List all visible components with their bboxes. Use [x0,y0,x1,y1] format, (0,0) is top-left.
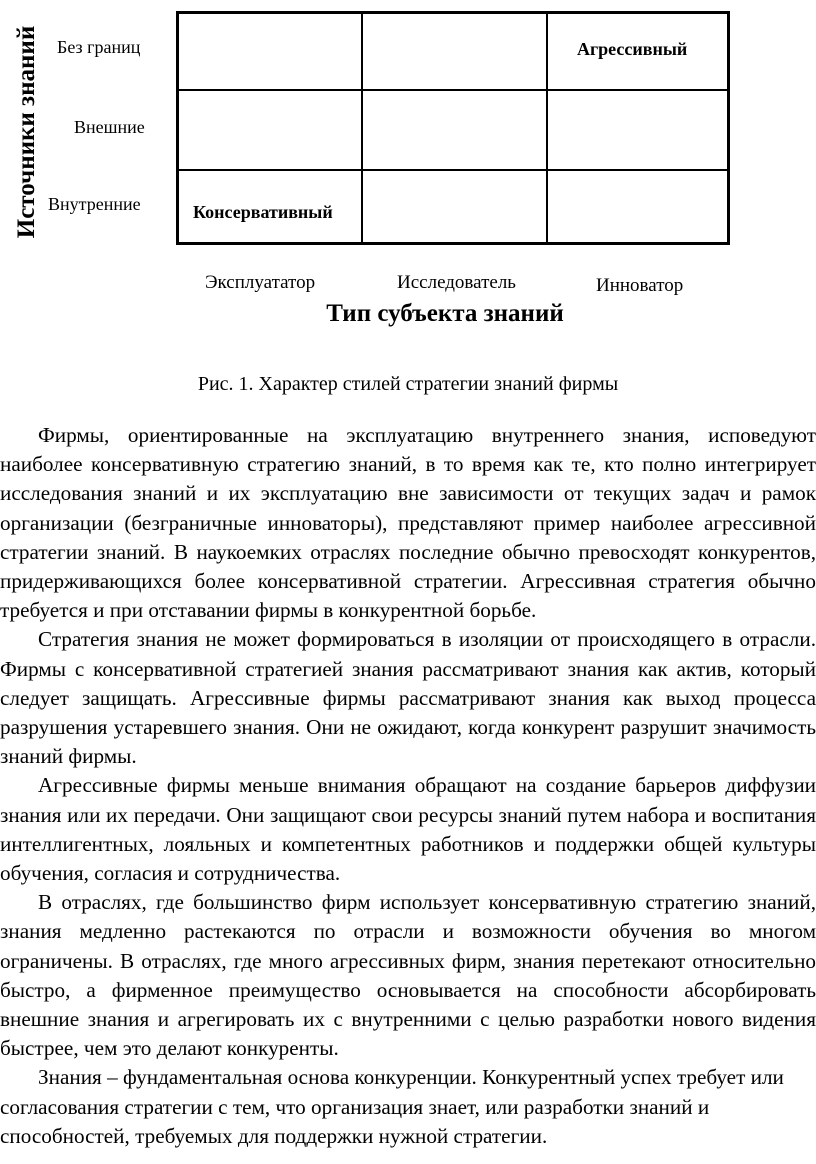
paragraph: Фирмы, ориентированные на эксплуатацию внутреннего знания, исповедуют наиболее консервативную стратегию знаний, в то время как те, кто полно интегрирует исследования знаний и их эксплуатацию вне зависимости от текущих задач и рамок организации (безграничные инноваторы), представляют пример наиболее агрессивной стратегии знаний. В наукоемких отраслях последние обычно превосходят конкурентов, придерживающихся более консервативной стратегии. Агрессивная стратегия обычно требуется и при отставании фирмы в конкурентной борьбе. [0,423,816,623]
paragraph: Агрессивные фирмы меньше внимания обращают на создание барьеров диффузии знания или их передачи. Они защищают свои ресурсы знаний путем набора и воспитания интеллигентных, лояльных и компетентных работников и поддержки общей культуры обучения, согласия и сотрудничества. [0,773,816,886]
y-axis-title: Источники знаний [13,25,40,239]
row-label-internal: Внутренние [48,194,141,214]
matrix-divider [179,89,727,91]
body-text [0,421,816,1151]
row-label-boundless: Без границ [57,37,141,57]
matrix-divider [179,169,727,171]
x-axis-title: Тип субъекта знаний [326,300,564,327]
column-label-exploiter: Эксплуататор [205,272,316,293]
paragraph: Знания – фундаментальная основа конкуренции. Конкурентный успех требует или согласования стратегии с тем, что организация знает, или разработки знаний и способностей, требуемых для поддержки нужной стратегии. [0,1065,784,1148]
paragraph: В отраслях, где большинство фирм использует консервативную стратегию знаний, знания медленно растекаются по отрасли и возможности обучения во многом ограничены. В отраслях, где много агрессивных фирм, знания перетекают относительно быстро, а фирменное преимущество основывается на способности абсорбировать внешние знания и агрегировать их с внутренними с целью разработки нового видения быстрее, чем это делают конкуренты. [0,890,816,1061]
matrix-divider [361,14,363,242]
row-label-external: Внешние [74,117,145,137]
cell-aggressive: Агрессивный [577,39,688,59]
matrix-divider [546,14,548,242]
figure-caption: Рис. 1. Характер стилей стратегии знаний фирмы [197,373,619,395]
strategy-matrix [176,11,730,245]
column-label-innovator: Инноватор [596,275,684,296]
cell-conservative: Консервативный [193,202,333,222]
paragraph: Стратегия знания не может формироваться в изоляции от происходящего в отрасли. Фирмы с консервативной стратегией знания рассматривают знания как актив, который следует защищать. Агрессивные фирмы рассматривают знания как выход процесса разрушения устаревшего знания. Они не ожидают, когда конкурент разрушит значимость знаний фирмы. [0,627,816,769]
column-label-explorer: Исследователь [397,272,516,293]
